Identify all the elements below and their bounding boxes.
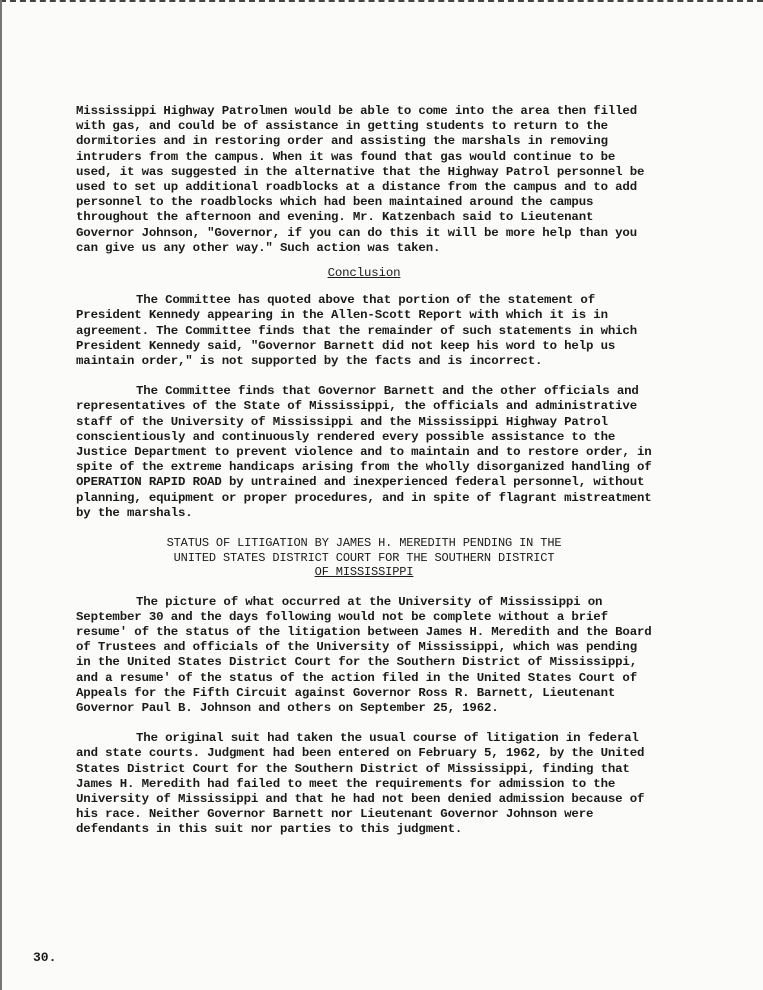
conclusion-paragraph-2: The Committee finds that Governor Barnett and the other officials and representatives of the State of Mississippi, the officials and administrative staff of the University of Mississippi and the Mississippi Highway Patrol conscientiously and continuously rendered every possible assistance to the Justice Department to prevent violence and to maintain and to restore order, in spite of the extreme handicaps arising from the wholly disorganized handling of OPERATION RAPID ROAD by untrained and inexperienced federal personnel, without planning, equipment or proper procedures, and in spite of flagrant mistreatment by the marshals.: [76, 384, 659, 520]
status-heading-line-1: STATUS OF LITIGATION BY JAMES H. MEREDITH PENDING IN THE: [166, 536, 562, 551]
status-paragraph-1: The picture of what occurred at the University of Mississippi on September 30 and the days following would not be complete without a brief resume' of the status of the litigation between James H. Meredith and the Board of Trustees and officials of the University of Mississippi, which was pending in the United States District Court for the Southern District of Mississippi, and a resume' of the status of the action filed in the United States Court of Appeals for the Fifth Circuit against Governor Ross R. Barnett, Lieutenant Governor Paul B. Johnson and others on September 25, 1962.: [76, 594, 659, 715]
conclusion-paragraph-1: The Committee has quoted above that portion of the statement of President Kennedy appearing in the Allen-Scott Report with which it is in agreement. The Committee finds that the remainder of such statements in which President Kennedy said, "Governor Barnett did not keep his word to help us maintain order," is not supported by the facts and is incorrect.: [76, 293, 645, 369]
status-heading-line-2: UNITED STATES DISTRICT COURT FOR THE SOUTHERN DISTRICT: [173, 550, 555, 565]
paragraph-gap: [76, 580, 652, 595]
paragraph-gap: [76, 369, 652, 384]
status-heading: [149, 536, 579, 580]
conclusion-heading: [76, 266, 652, 281]
paragraph-gap: [76, 521, 652, 536]
document-page: [76, 104, 659, 838]
status-paragraph-2: The original suit had taken the usual course of litigation in federal and state courts. Judgment had been entered on February 5, 1962, by the United States District Court for the Southern District of Mississippi, finding that James H. Meredith had failed to meet the requirements for admission to the University of Mississippi and that he had not been denied admission because of his race. Neither Governor Barnett nor Lieutenant Governor Johnson were defendants in this suit nor parties to this judgment.: [76, 731, 652, 837]
scan-edge-left: [0, 0, 2, 990]
conclusion-heading-text: Conclusion: [327, 266, 401, 281]
opening-paragraph: Mississippi Highway Patrolmen would be able to come into the area then filled with gas, and could be of assistance in getting students to return to the dormitories and in restoring order and assisting the marshals in removing intruders from the campus. When it was found that gas would continue to be used, it was suggested in the alternative that the Highway Patrol personnel be used to set up additional roadblocks at a distance from the campus and to add personnel to the roadblocks which had been maintained around the campus throughout the afternoon and evening. Mr. Katzenbach said to Lieutenant Governor Johnson, "Governor, if you can do this it will be more help than you can give us any other way." Such action was taken.: [76, 104, 652, 255]
page-number: 30.: [33, 950, 57, 965]
scan-edge-top: [0, 0, 763, 5]
status-heading-line-3: OF MISSISSIPPI: [314, 565, 414, 580]
paragraph-gap: [76, 716, 652, 731]
